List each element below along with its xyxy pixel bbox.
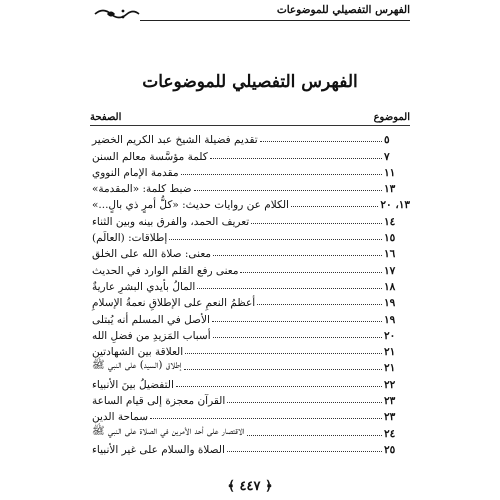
entry-page: ٢٠ <box>384 329 396 342</box>
dot-leader <box>213 254 382 256</box>
toc-entry <box>90 293 410 309</box>
entry-page: ٢٣ <box>384 411 396 424</box>
entry-topic: أعظمُ النعمِ على الإطلاقِ نعمةُ الإسلامِ <box>92 297 256 310</box>
header-rule <box>140 20 410 21</box>
entry-topic: الأصل في المسلم أنه يُبتلى <box>92 313 210 326</box>
entry-page: ٢١ <box>384 346 396 359</box>
entry-page: ١٦ <box>384 248 396 261</box>
entry-page: ١٥ <box>384 232 396 245</box>
dot-leader <box>291 205 378 207</box>
entry-topic: الاقتصار على أحد الأمرين في الصلاة على النبي ﷺ <box>92 424 245 437</box>
entry-topic: أسباب المَزيدِ من فضلِ الله <box>92 329 211 342</box>
page-number-value: ٤٤٧ <box>239 479 261 494</box>
toc-entry <box>90 391 410 407</box>
entry-page: ٧ <box>384 150 390 163</box>
page-number: ﴿ ٤٤٧ ﴾ <box>227 479 273 494</box>
dot-leader <box>176 385 382 387</box>
dot-leader <box>194 189 382 191</box>
topic-column-header: الموضوع <box>373 112 410 123</box>
toc-entry <box>90 260 410 276</box>
column-header-rule <box>90 125 410 126</box>
dot-leader <box>212 320 382 322</box>
toc-entry <box>90 342 410 358</box>
toc-entry <box>90 146 410 162</box>
entry-topic: إطلاق (السيد) على النبي ﷺ <box>92 359 182 372</box>
entry-page: ٢٤ <box>384 427 396 440</box>
dot-leader <box>240 271 382 273</box>
entry-page: ١٨ <box>384 280 396 293</box>
entry-page: ٢١ <box>384 362 396 375</box>
entry-topic: معنى رفع القلم الوارد في الحديث <box>92 264 239 277</box>
dot-leader <box>184 368 382 370</box>
entry-topic: إطلاقات: (العالَم) <box>92 232 168 245</box>
dot-leader <box>185 352 382 354</box>
entry-topic: التفضيلُ بينَ الأنبياء <box>92 378 174 391</box>
toc-entries <box>90 130 410 456</box>
dot-leader <box>169 238 382 240</box>
entry-topic: الكلام عن روايات حديث: «كلُّ أمرٍ ذي بالٍ...» <box>92 199 289 212</box>
page-title: الفهرس التفصيلي للموضوعات <box>142 72 358 92</box>
entry-page: ١١ <box>384 166 396 179</box>
toc-entry <box>90 179 410 195</box>
dot-leader <box>257 303 382 305</box>
entry-topic: الصلاة والسلام على غير الأنبياء <box>92 443 225 456</box>
dot-leader <box>150 417 382 419</box>
toc-entry <box>90 244 410 260</box>
toc-entry <box>90 423 410 439</box>
entry-page: ٥ <box>384 134 390 147</box>
toc-entry <box>90 277 410 293</box>
toc-entry <box>90 358 410 374</box>
dot-leader <box>210 157 382 159</box>
toc-entry <box>90 163 410 179</box>
entry-page: ١٩ <box>384 313 396 326</box>
entry-topic: معنى: صلاة الله على الخلق <box>92 248 212 261</box>
dot-leader <box>247 434 382 436</box>
entry-topic: تعريف الحمد، والفرق بينه وبين الثناء <box>92 215 250 228</box>
entry-topic: القرآن معجزة إلى قيام الساعة <box>92 395 226 408</box>
ornament-icon <box>93 6 141 22</box>
entry-page: ١٣ <box>384 183 396 196</box>
toc-entry <box>90 228 410 244</box>
entry-page: ١٩ <box>384 297 396 310</box>
entry-page: ١٤ <box>384 215 396 228</box>
entry-topic: تقديم فضيلة الشيخ عبد الكريم الخضير <box>92 134 258 147</box>
entry-page: ٢٢ <box>384 378 396 391</box>
dot-leader <box>227 401 382 403</box>
entry-page: ١٧ <box>384 264 396 277</box>
entry-page: ٢٥ <box>384 443 396 456</box>
dot-leader <box>227 450 382 452</box>
toc-entry <box>90 374 410 390</box>
dot-leader <box>197 287 382 289</box>
toc-entry <box>90 309 410 325</box>
entry-page: ٢٣ <box>384 395 396 408</box>
entry-topic: كلمة مؤسَّسة معالم السنن <box>92 150 208 163</box>
toc-entry <box>90 130 410 146</box>
entry-topic: سماحة الدين <box>92 411 149 424</box>
entry-topic: العلاقة بين الشهادتين <box>92 346 184 359</box>
entry-topic: مقدمة الإمام النووي <box>92 166 179 179</box>
entry-topic: ضبط كلمة: «المقدمة» <box>92 183 192 196</box>
entry-page: ١٣، ٢٠ <box>380 199 410 212</box>
toc-entry <box>90 211 410 227</box>
entry-topic: المالُ بأيدي البشرِ عاريةٌ <box>92 280 196 293</box>
dot-leader <box>181 173 382 175</box>
page-column-header: الصفحة <box>90 112 122 123</box>
toc-entry <box>90 326 410 342</box>
dot-leader <box>251 222 382 224</box>
toc-entry <box>90 440 410 456</box>
toc-entry <box>90 407 410 423</box>
dot-leader <box>260 140 382 142</box>
dot-leader <box>213 336 382 338</box>
toc-entry <box>90 195 410 211</box>
running-header: الفهرس التفصيلي للموضوعات <box>276 4 410 16</box>
